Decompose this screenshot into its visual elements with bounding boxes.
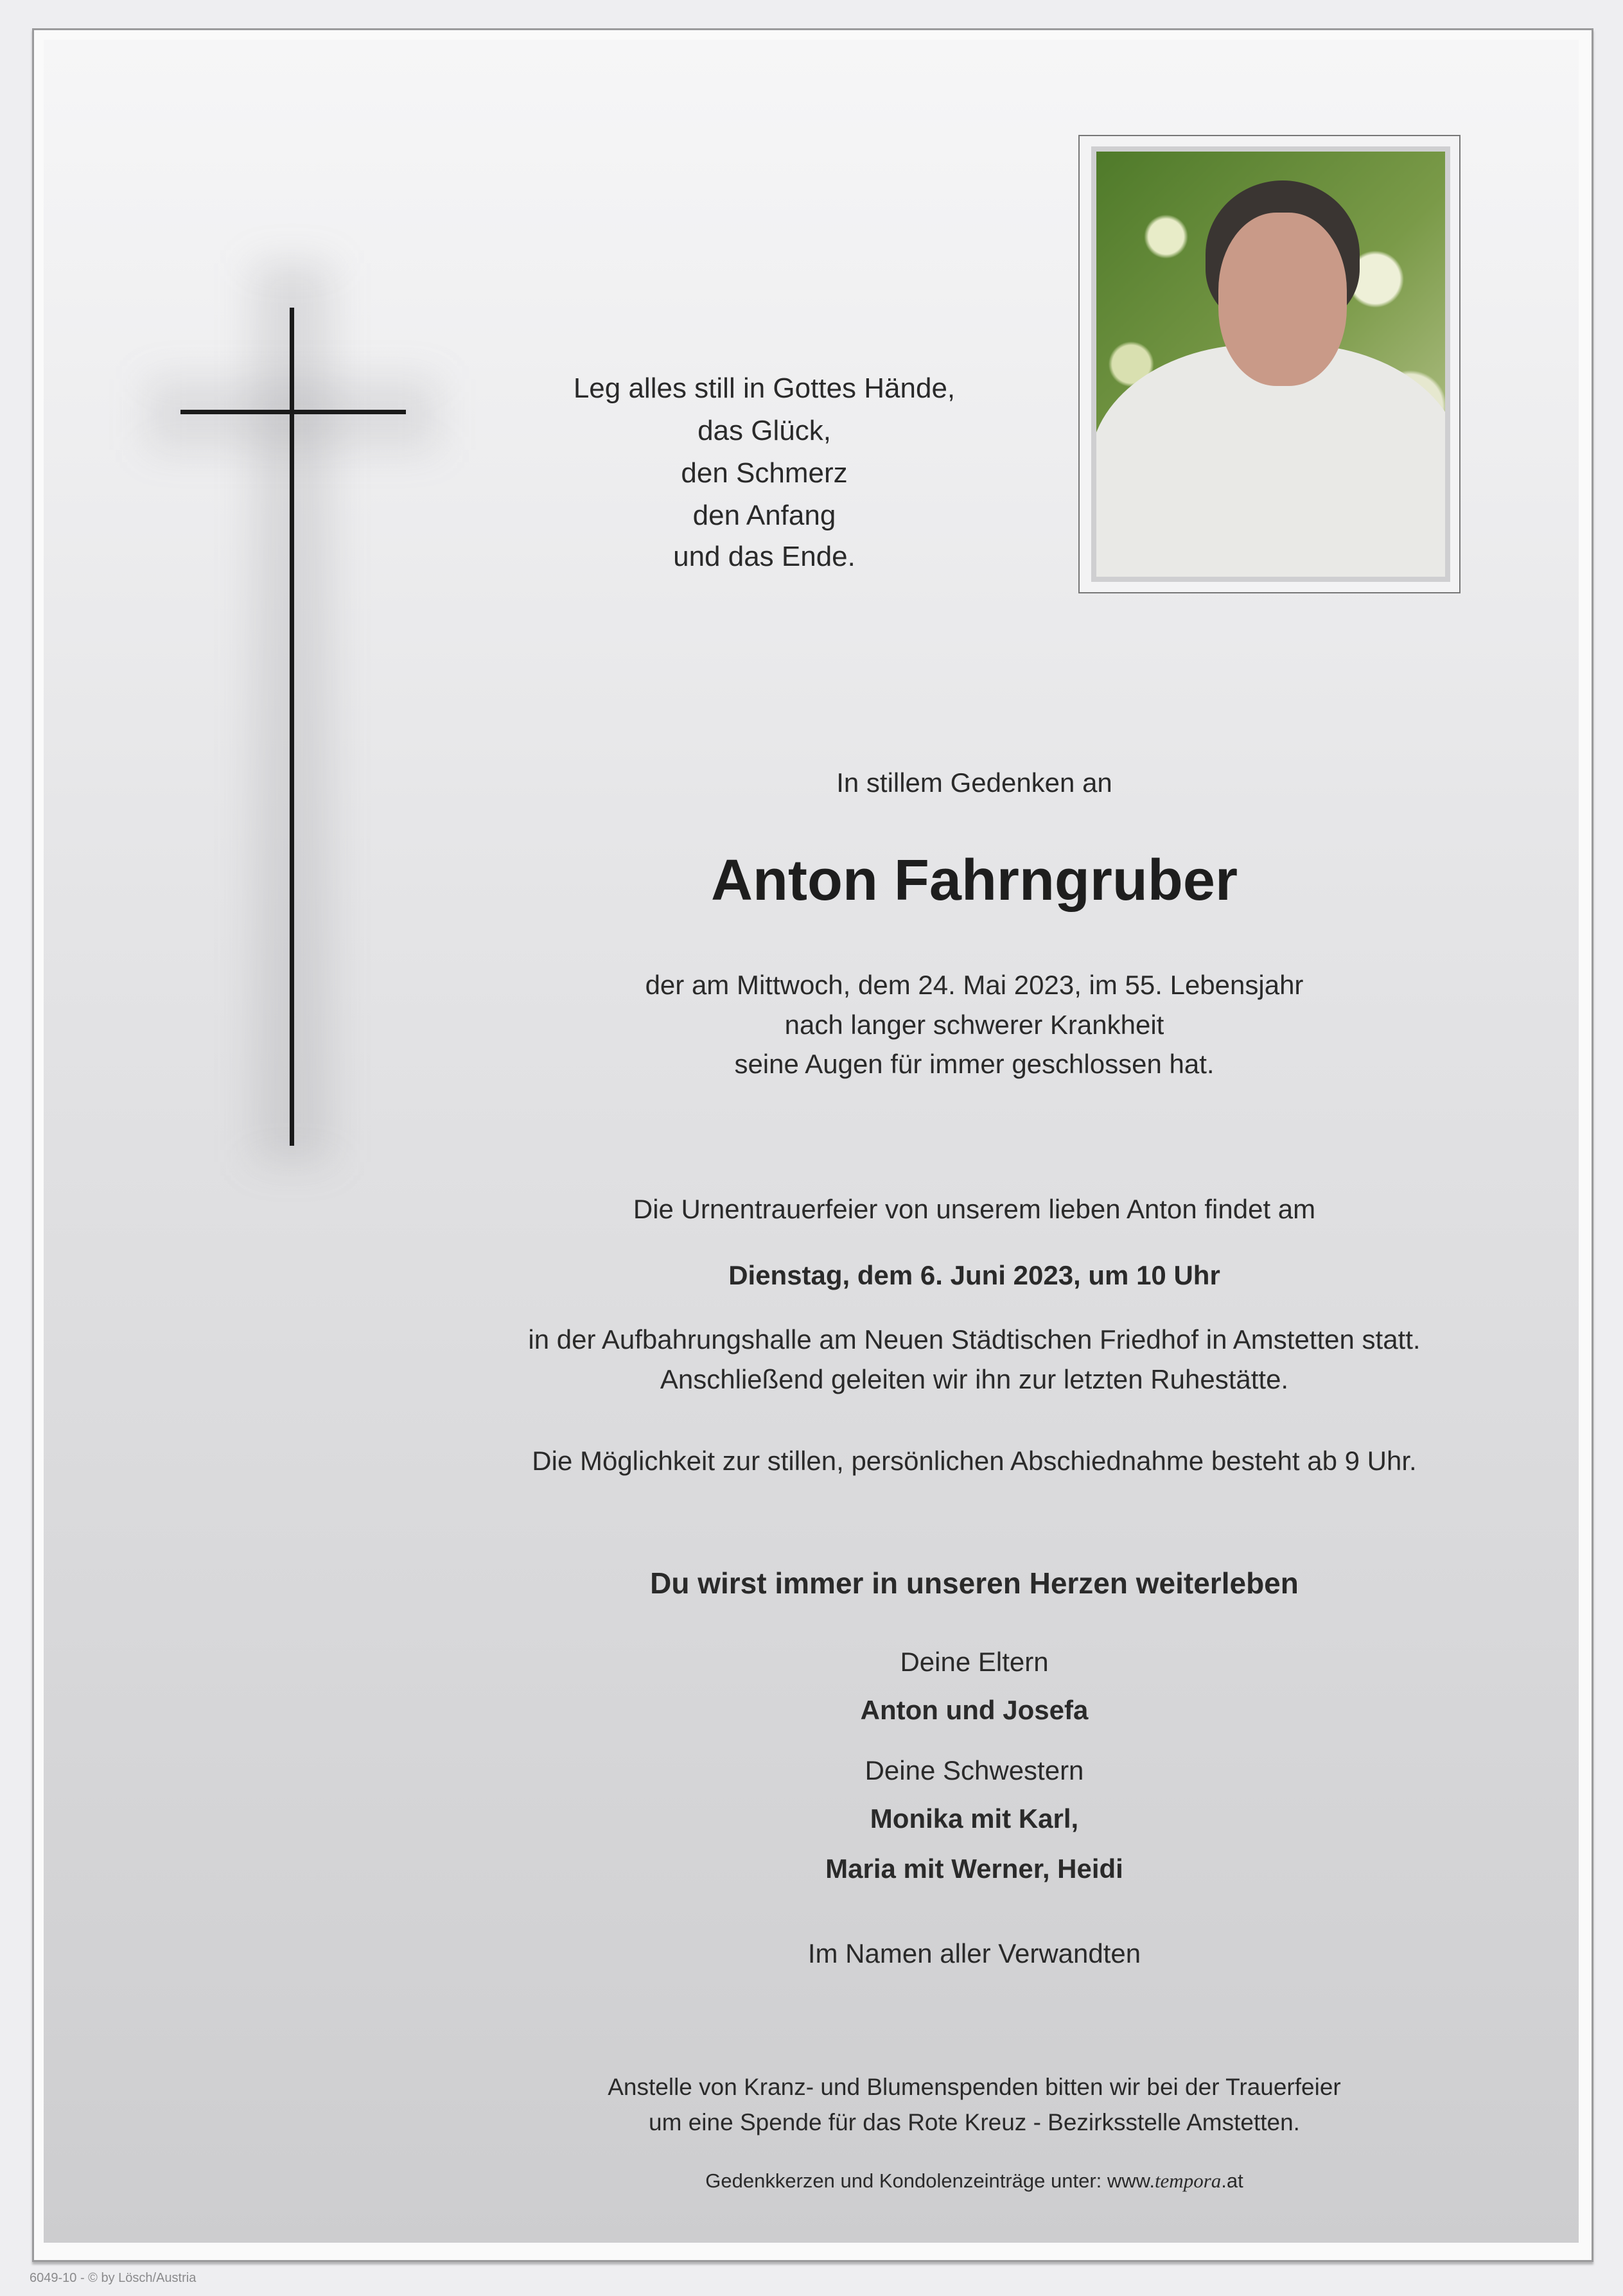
parents-names: Anton und Josefa — [860, 1695, 1089, 1725]
death-line: der am Mittwoch, dem 24. Mai 2023, im 55. Lebensjahr — [645, 970, 1304, 1000]
cross-horizontal-bar — [180, 410, 406, 414]
parents-label: Deine Eltern — [900, 1647, 1049, 1677]
donation-line: um eine Spende für das Rote Kreuz - Bezirksstelle Amstetten. — [649, 2109, 1300, 2135]
ceremony-place: in der Aufbahrungshalle am Neuen Städtischen Friedhof in Amstetten statt. — [528, 1324, 1421, 1354]
sisters-label: Deine Schwestern — [864, 1755, 1084, 1785]
print-footer: 6049-10 - © by Lösch/Austria — [30, 2271, 197, 2285]
relatives-text: Im Namen aller Verwandten — [807, 1938, 1141, 1968]
condolence-suffix: .at — [1221, 2169, 1243, 2192]
death-line: nach langer schwerer Krankheit — [784, 1010, 1164, 1040]
farewell-text: Die Möglichkeit zur stillen, persönlichen Abschiednahme besteht ab 9 Uhr. — [532, 1446, 1417, 1476]
cross-vertical-bar — [290, 308, 294, 1146]
donation-line: Anstelle von Kranz- und Blumenspenden bitten wir bei der Trauerfeier — [608, 2074, 1341, 2100]
ceremony-intro: Die Urnentrauerfeier von unserem lieben Anton findet am — [633, 1194, 1316, 1224]
tempora-logo[interactable]: tempora — [1154, 2169, 1222, 2192]
ceremony-date: Dienstag, dem 6. Juni 2023, um 10 Uhr — [728, 1260, 1220, 1290]
poem-line: den Anfang — [692, 500, 836, 531]
intro-text: In stillem Gedenken an — [836, 767, 1112, 798]
sisters-names: Maria mit Werner, Heidi — [825, 1853, 1123, 1884]
condolence-prefix: Gedenkkerzen und Kondolenzeinträge unter: www. — [705, 2169, 1155, 2192]
poem-line: und das Ende. — [673, 541, 855, 572]
portrait-photo — [1091, 146, 1450, 582]
poem-line: Leg alles still in Gottes Hände, — [573, 372, 956, 404]
condolence-line — [417, 2169, 1531, 2193]
photo-face — [1218, 213, 1347, 386]
ceremony-place: Anschließend geleiten wir ihn zur letzten Ruhestätte. — [660, 1364, 1289, 1394]
sisters-names: Monika mit Karl, — [870, 1803, 1079, 1834]
death-line: seine Augen für immer geschlossen hat. — [734, 1049, 1215, 1079]
poem-line: das Glück, — [697, 415, 831, 446]
motto: Du wirst immer in unseren Herzen weiterleben — [650, 1566, 1299, 1600]
deceased-name: Anton Fahrngruber — [711, 848, 1238, 913]
poem-line: den Schmerz — [681, 457, 848, 489]
